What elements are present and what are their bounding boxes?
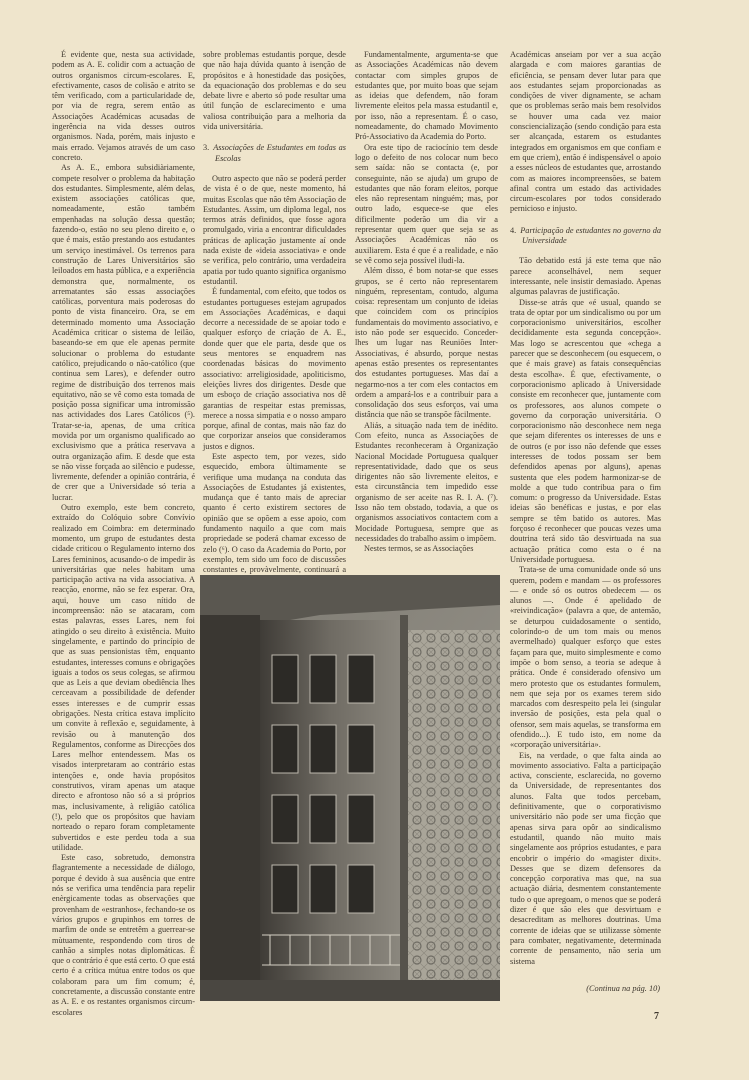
paragraph: Ora este tipo de raciocínio tem desde logo o defeito de nos colocar num beco sem saída: não se contacta (e, por conseguinte, não se ajuda) um grupo de estudantes que não foram eleitos, porque eles não representam ninguém; mas, por outro lado, esquece-se que eles dificilmente poderão um dia vir a representar quem quer que seja se as Associações Académicas não os auxiliarem. Esta é que é a realidade, e não se vê como seja possível iludi-la.: [355, 142, 498, 265]
paragraph: Trata-se de uma comunidade onde só uns querem, podem e mandam — os professores — e onde só os outros obedecem — os alunos —. Onde é apelidado de «reivindicação» (palavra a que, de antemão, se deturpou cuidadosamente o sentido, colorindo-o de um tom mais ou menos avermelhado) qualquer esforço que estes façam para que, muito simplesmente e como impõe o bom senso, a teoria se adeque à prática. Onde é considerado ofensivo um mero protesto que os estudantes formulem, nem que seja por os exames terem sido marcados com desrespeito pela lei (singular inversão de posições, esta pela qual o ofensor, sem mais aquelas, se transforma em ofendido...). E tudo isto, em nome da «corporação universitária».: [510, 565, 661, 750]
dark-wall: [200, 615, 260, 1001]
paragraph: Além disso, é bom notar-se que esses grupos, se é certo não representarem ninguém, representam, contudo, alguma coisa: representam um conjunto de ideias que coincidem com os princípios fundamentais do movimento associativo, e isto não pode ser esquecido. Conceder-lhes um lugar nas Reuniões Inter-Associativas, é absurdo, porque nestas apenas estão presentes os representantes dos estudantes portugueses. Mas daí a negarmo-nos a ter com eles contactos em ordem a ampará-los e a contribuir para a consolidação dos seus esforços, vai uma distância que não se transpõe fàcilmente.: [355, 266, 498, 420]
ground: [200, 980, 500, 1001]
paragraph: As A. E., embora subsidiàriamente, compete resolver o problema da habitação dos estudantes. Simplesmente, além delas, existem associações católicas que, nomeadamente, estão também empenhadas na solução dessa questão; fazendo-o, estão no seu pleno direito e, o que é mais, estão prestando aos estudantes um serviço inestimável. Os terrenos para construção de Lares Universitários são leiloados em hasta pública, e a experiência demonstra que, normalmente, os arrematantes são essas associações católicas, porventura mais poderosas do ponto de vista financeiro. Ora, se em determinado momento uma Associação Académica criticar o sistema de leilão, baseando-se em que ele apenas permite solucionar o problema do estudante católico, prejudicando o não-católico (que continua sem Lares), e defender outro regime de distribuição dos terrenos mais equitativo, não se vê como esta tomada de posição possa significar uma intromissão nas actividades dos Lares Católicos (⁵). Tratar-se-ia, apenas, de uma crítica movida por um organismo qualificado ao exclusivismo que a prática reservava a outra organização afim. E desde que esta se não visse forçada ao silêncio e pudesse, livremente, defender a opinião contrária, é de crer que a Universidade só teria a lucrar.: [52, 163, 195, 502]
article-column-4: [510, 50, 661, 985]
paragraph: É fundamental, com efeito, que todos os estudantes portugueses estejam agrupados em Associações Académicas, e daqui decorre a necessidade de se apoiar todo e qualquer esforço de criação de A. E., donde quer que ele parta, desde que os seus mentores se enquadrem nas coordenadas básicas do movimento associativo: arreligiosidade, apoliticismo, eleições livres dos dirigentes. Desde que um esboço de criação associativa nos dê garantias de respeitar estas premissas, merece a nossa simpatia e o nosso amparo porque, afinal de contas, mais não faz do que corporizar anseios que consideramos justos e dignos.: [203, 287, 346, 451]
section-title: Associações de Estudantes em todas as Escolas: [213, 143, 346, 163]
article-column-2: [203, 50, 346, 575]
page-number: 7: [654, 1011, 659, 1022]
paragraph: Fundamentalmente, argumenta-se que as Associações Académicas não devem contactar com simples grupos de estudantes que, por muito boas que sejam as ideias que defendem, não foram livremente eleitos pela massa estudantil e, por isso, não a representam. É o caso, nomeadamente, do chamado Movimento Pró-Associativo da Academia do Porto.: [355, 50, 498, 142]
paragraph-continued: sobre problemas estudantis porque, desde que não haja dúvida quanto à isenção de propósitos e à honestidade das posições, da equacionação dos problemas e do seu debate livre e aberto só pode resultar uma útil função de esclarecimento e uma valiosa contribuição para a melhoria da vida universitária.: [203, 50, 346, 132]
paragraph: Tão debatido está já este tema que não parece aconselhável, nem sequer interessante, nele insistir demasiado. Apenas algumas palavras de justificação.: [510, 256, 661, 297]
paragraph: Este caso, sobretudo, demonstra flagrantemente a necessidade de diálogo, porque é devido à sua ausência que entre nós se verifica uma tendência para repelir enèrgicamente todas as observações que provenham de «estranhos», fechando-se os vários grupos e grupinhos em torres de marfim de onde se entretêm a guerrear-se mùtuamente, respondendo com tiros de canhão a simples notas diplomáticas. É que o contrário é que está certo. O que está certo é a crítica mútua entre todos os que colaboram para um fim comum; é, concretamente, a discussão constante entre as A. E. e os restantes organismos circum-escolares: [52, 853, 195, 1017]
section-heading-3: [203, 143, 346, 164]
paragraph: É evidente que, nesta sua actividade, podem as A. E. colidir com a actuação de outros organismos circum-escolares. E, efectivamente, casos de colisão e atrito se têm verificado, com a particularidade de, por via de regra, serem então as Associações Académicas acusadas de ingerência na vida desses outros organismos. Nada, porém, mais injusto e mais errado. Vejamos através de um caso concreto.: [52, 50, 195, 162]
paragraph: Aliás, a situação nada tem de inédito. Com efeito, nunca as Associações de Estudantes reconheceram à Organização Nacional Mocidade Portuguesa qualquer representatividade, dado que os seus dirigentes não são livremente eleitos, e esta circunstância tem impedido esse organismo de ser aceite nas R. I. A. (⁷). Isso não tem obstado, todavia, a que os organismos associativos contactem com a Mocidade Portuguesa, sempre que as necessidades do trabalho assim o impõem.: [355, 420, 498, 543]
section-heading-4: [510, 226, 661, 247]
paragraph: Este aspecto tem, por vezes, sido esquecido, embora ùltimamente se verifique uma mudança na conduta das Associações de Estudantes já existentes, mudança que é tanto mais de apreciar quanto é certo existirem sectores de opinião que se opõem a esse apoio, com fundamento naquilo a que com mais propriedade se poderá chamar excesso de zelo (⁶). O caso da Academia do Porto, por exemplo, tem sido um foco de discussões constantes e, provàvelmente, continuará a: [203, 451, 346, 575]
building-photo: [200, 575, 500, 1001]
paragraph: Disse-se atrás que «é usual, quando se trata de optar por um sindicalismo ou por um corporacionismo universitários, escolher decididamente esta segunda concepção». Mas logo se acrescentou que «chega a parecer que se desconhecem (ou esquecem, o que é mais grave) as fatais consequências desta escolha». É que, efectivamente, o corporacionismo aplicado à Universidade consiste em reconhecer que, juntamente com os professores, aos alunos compete o governo da corporação universitária. O corporacionismo não desconhece nem nega que sejam diferentes os interesses de uns e de outros (e por isso não defende que esses interesses de todos possam ser bem defendidos apenas por alguns), apenas sustenta que eles podem harmonizar-se de molde a que tudo contribua para o fim comum: o progresso da Universidade. Estas ideias são benéficas e justas, e por elas sempre se têm batido os autores. Mas forçoso é reconhecer que poucas vezes uma doutrina terá sido tão desvirtuada na sua actuação prática como esta o é na Universidade portuguesa.: [510, 297, 661, 564]
paragraph: Nestes termos, se as Associações: [364, 544, 474, 554]
paragraph-continued: Académicas anseiam por ver a sua acção alargada e com maiores garantias de eficiência, se pensam dever lutar para que aos estudantes sejam proporcionadas as condições de viver dignamente, se acham que os problemas serão mais bem resolvidos se houver uma cada vez maior consciencialização (sendo condição para esta ser alcançada, estarem os estudantes integrados em organismos em que confiam e em que criem), então é indispensável o apoio a esses núcleos de estudantes que, arrostando com as maiores incompreensões, se batem afinal contra um estado das actividades circum-escolares por todos considerado pernicioso e injusto.: [510, 50, 661, 214]
continued-on-page-note: (Continua na pág. 10): [586, 984, 660, 993]
paragraph: Eis, na verdade, o que falta ainda ao movimento associativo. Falta a participação activa, consciente, esclarecida, no governo da Universidade, de representantes dos alunos. Falta que todos percebam, definitivamente, que o corporativismo universitário não pode ser uma ficção que apenas sirva para opôr ao sindicalismo estudantil, quando não muito mais singelamente aos próprios estudantes, e para encobrir o império do «magister dixit». Desses que se dizem defensores da concepção corporativa mas que, na sua actuação diária, desmentem constantemente tudo o que apregoam, o menos que se poderá dizer é que são eles que desvirtuam e desacreditam as melhores doutrinas. Uma corrente de ideias que se utilizasse sòmente para combater, negativamente, determinada corrente de pensamento, não seria um sistema: [510, 750, 661, 966]
paragraph: Outro aspecto que não se poderá perder de vista é o de que, neste momento, há muitas Escolas que não têm Associação de Estudantes. Assim, um diploma legal, nos termos atrás definidos, que fosse agora promulgado, viria a encontrar dificuldades práticas de aplicação justamente aí onde nada existe de «ideia associativa» e onde se verifica, pelo contrário, uma verdadeira apatia por tudo quanto significa organismo estudantil.: [203, 173, 346, 286]
paragraph: Outro exemplo, este bem concreto, extraído do Colóquio sobre Convívio realizado em Coimbra: em determinado momento, um grupo de estudantes desta cidade criticou o Regulamento interno dos Lares femininos, acusando-o de impedir às universitárias que neles habitam uma participação activa na vida associativa. A reacção, enorme, não se fez esperar. Ora, aqui, houve um caso nítido de incompreensão: não se atacaram, com estas palavras, esses Lares, nem foi atingido o seu direito à existência. Muito singelamente, e partindo do princípio de que as suas pensionistas têm, enquanto estudantes, interesses comuns e obrigações iguais a todos os seus colegas, se afirmou que as Leis a que deviam obediência lhes cerceavam a possibilidade de defender esses interesses e de cumprir essas obrigações. Nesta crítica estava implícito um convite à reflexão e, seguidamente, à revisão ou à manutenção dos Regulamentos, conforme as Direcções dos Lares melhor entendessem. Mas os visados interpretaram ao contrário estas intenções e, onde havia propósitos construtivos, viram apenas um ataque directo e afrontoso não só a si próprios mas, inclusivamente, à religião católica (!), pelo que os propósitos que haviam norteado o reparo foram completamente subvertidos e este perdeu toda a sua utilidade.: [52, 503, 195, 852]
decorative-relief-panel: [405, 630, 500, 1001]
section-title: Participação de estudantes no governo da Universidade: [520, 225, 661, 246]
section-number: 4.: [510, 225, 517, 235]
article-column-3: [355, 50, 498, 570]
section-number: 3.: [203, 143, 210, 153]
article-column-1: [52, 50, 195, 1017]
pillar: [400, 615, 408, 1001]
